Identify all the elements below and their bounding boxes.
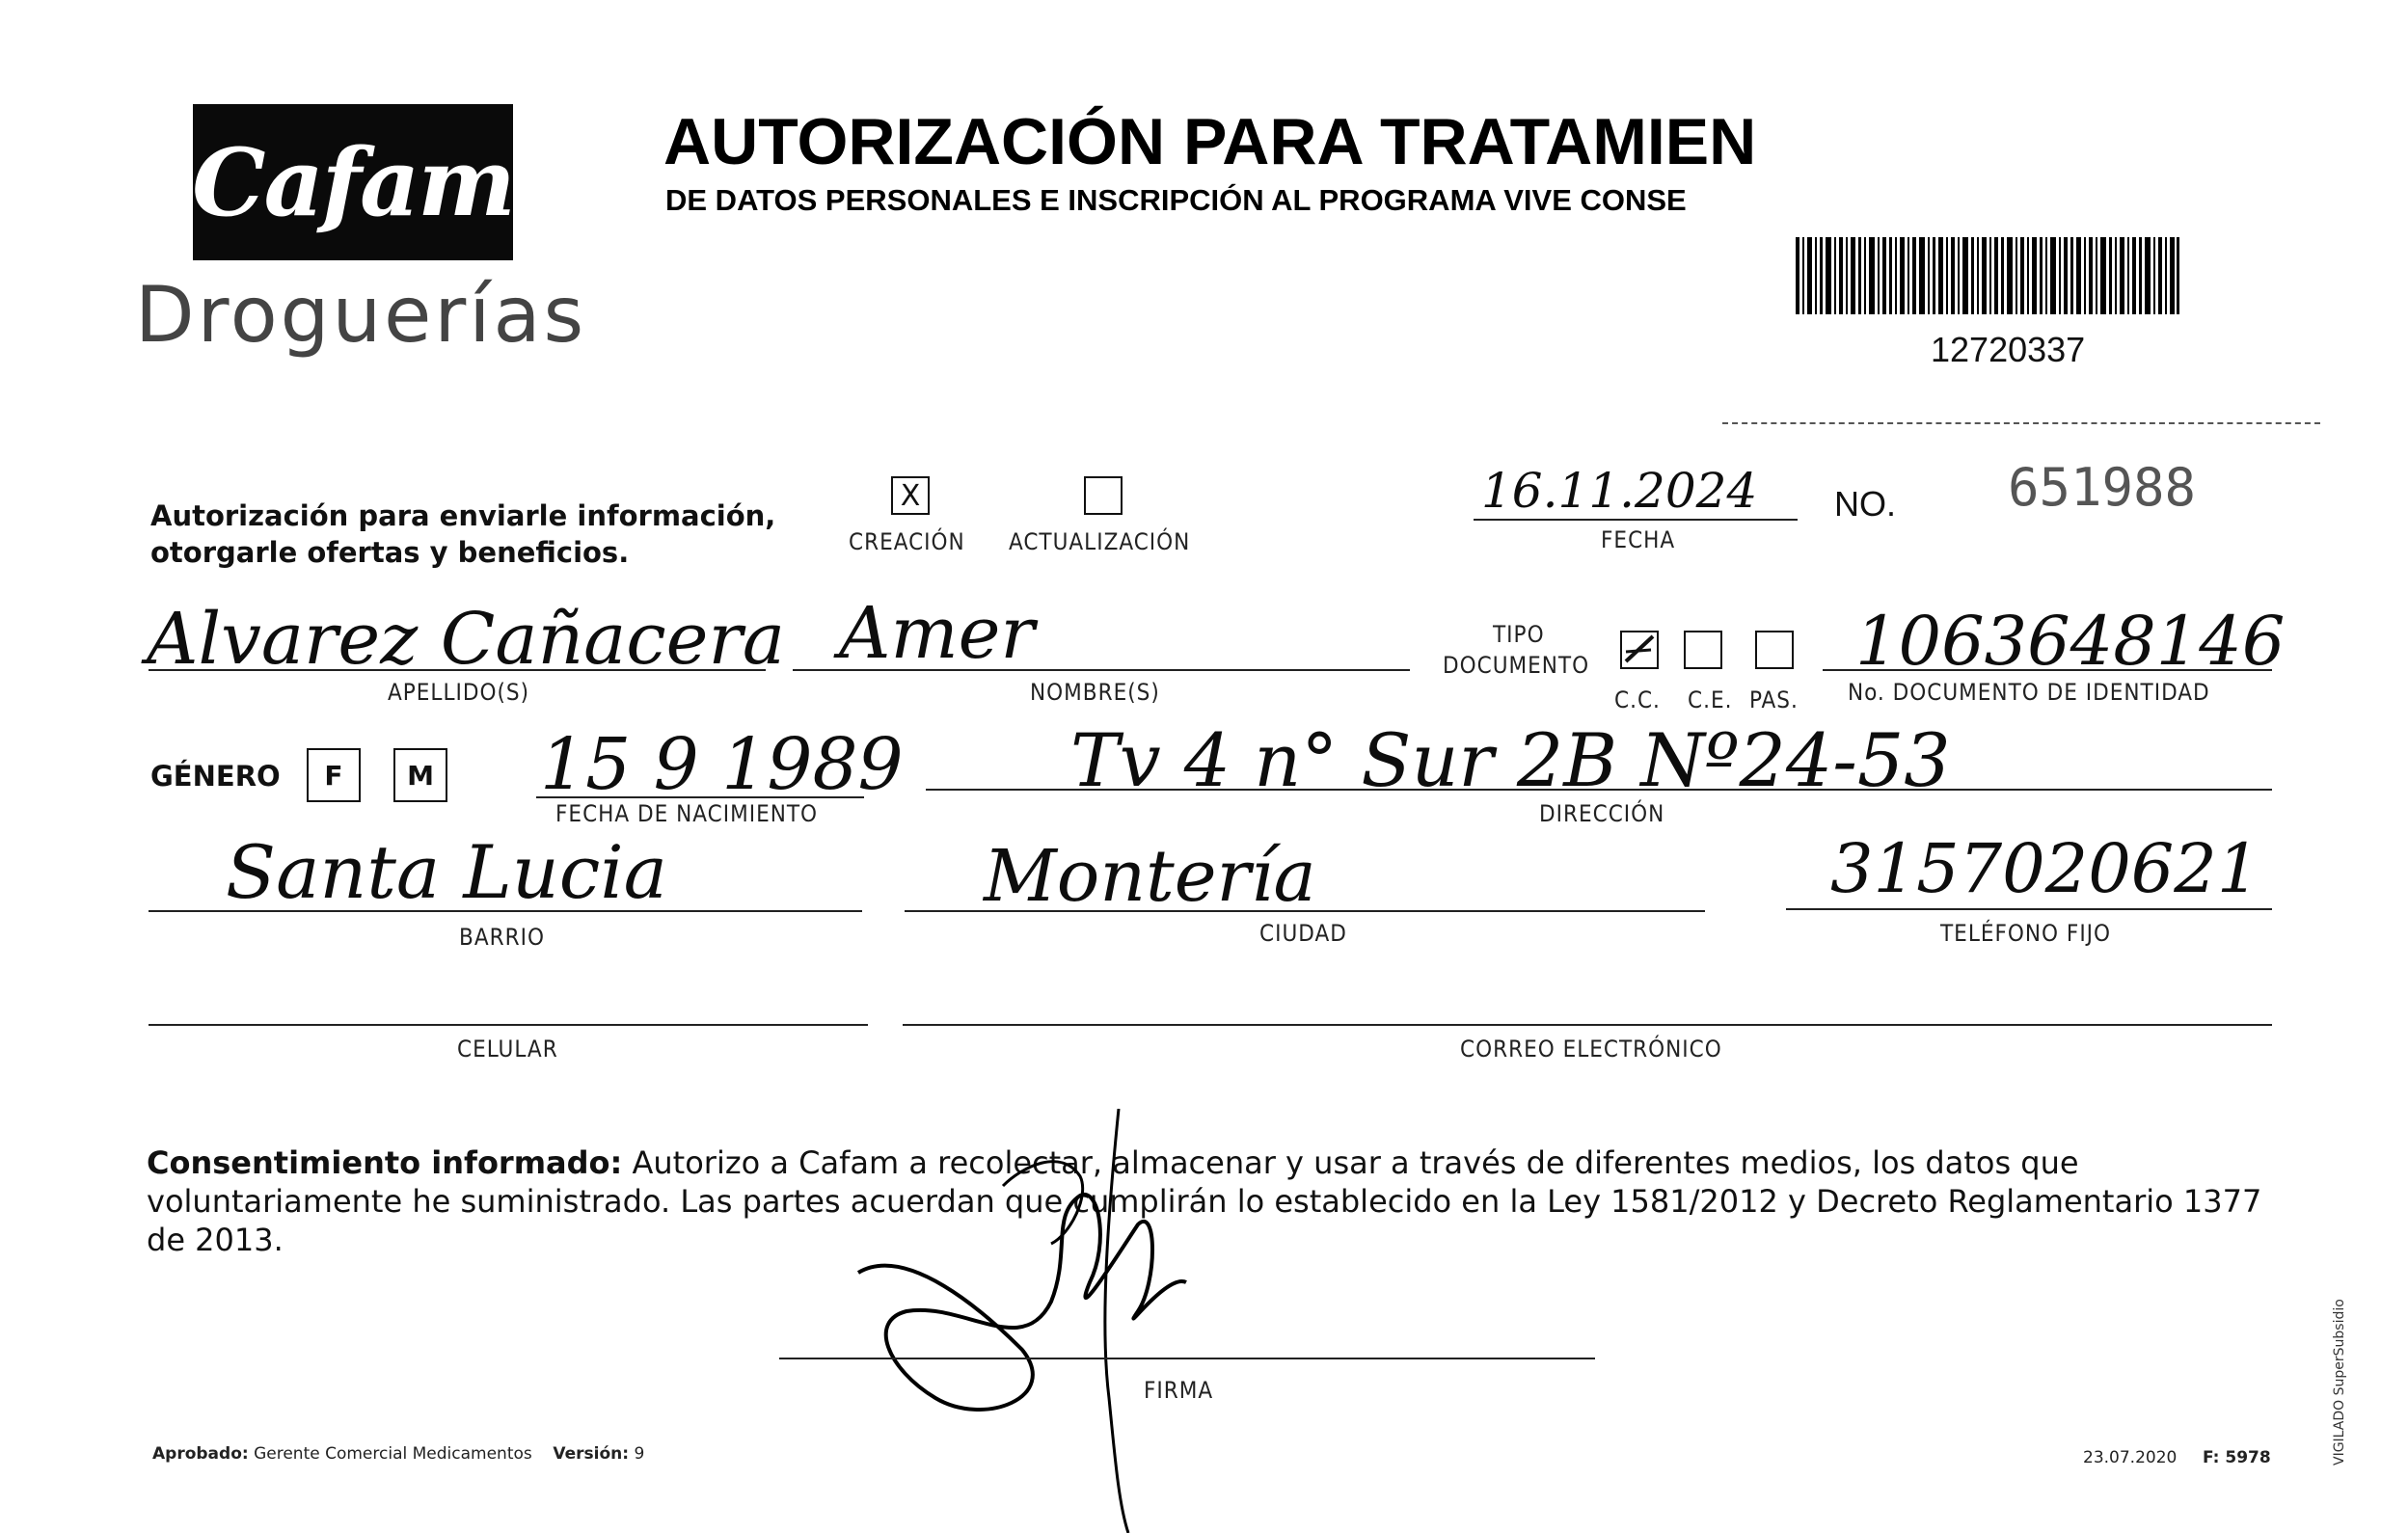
genero-f-box[interactable]: [307, 748, 361, 802]
firma-line[interactable]: [779, 1358, 1595, 1359]
nacimiento-value: 15 9 1989: [540, 723, 904, 806]
documento-line: [1823, 669, 2272, 671]
celular-label: CELULAR: [457, 1035, 558, 1062]
footer-approved: [152, 1444, 644, 1464]
apellidos-line: [149, 669, 766, 671]
fecha-label: FECHA: [1601, 526, 1676, 553]
barcode: [1796, 237, 2179, 314]
correo-label: CORREO ELECTRÓNICO: [1460, 1035, 1722, 1062]
barrio-line: [149, 910, 862, 912]
nacimiento-label: FECHA DE NACIMIENTO: [555, 800, 819, 827]
firma-label: FIRMA: [1144, 1377, 1214, 1404]
genero-m-label: M: [407, 759, 434, 792]
documento-value: 1063648146: [1855, 602, 2286, 681]
fecha-value: 16.11.2024: [1481, 463, 1758, 519]
vigilado-text: VIGILADO SuperSubsidio: [2332, 1299, 2347, 1466]
consent-lead: Consentimiento informado:: [147, 1144, 623, 1181]
correo-line[interactable]: [903, 1024, 2272, 1026]
check-icon: [1622, 632, 1657, 667]
telefono-label: TELÉFONO FIJO: [1940, 920, 2112, 947]
signature-scribble: [829, 1109, 1234, 1533]
creacion-mark: X: [900, 478, 921, 513]
authorization-heading-1: Autorización para enviarle información,: [150, 499, 776, 532]
fecha-line: [1474, 519, 1798, 521]
version-value: 9: [634, 1444, 645, 1464]
direccion-label: DIRECCIÓN: [1539, 800, 1665, 827]
footer-form-code: F: 5978: [2203, 1448, 2271, 1467]
direccion-line: [926, 789, 2272, 791]
consent-text: Autorizo a Cafam a recolectar, almacenar y usar a través de diferentes medios, los datos que voluntariamente he suministrado. Las partes acuerdan que cumplirán lo establecido en la Ley 1581/2012 y Decreto Reglamentario 1377 de 2013.: [147, 1144, 2262, 1258]
footer-date-code: 23.07.2020: [2083, 1448, 2178, 1467]
creacion-checkbox[interactable]: [891, 476, 930, 515]
pas-label: PAS.: [1749, 686, 1799, 713]
no-label: NO.: [1834, 484, 1897, 524]
ce-label: C.E.: [1688, 686, 1733, 713]
barcode-number: 12720337: [1931, 330, 2086, 369]
apellidos-label: APELLIDO(S): [388, 679, 530, 706]
genero-m-box[interactable]: [393, 748, 447, 802]
nombres-line: [793, 669, 1410, 671]
celular-line[interactable]: [149, 1024, 868, 1026]
pas-checkbox[interactable]: [1755, 631, 1794, 669]
telefono-line: [1786, 908, 2272, 910]
cc-checkbox[interactable]: [1620, 631, 1659, 669]
nombres-label: NOMBRE(S): [1030, 679, 1160, 706]
cafam-logo: [193, 104, 513, 260]
cc-label: C.C.: [1614, 686, 1661, 713]
logo-subtitle: Droguerías: [135, 270, 587, 360]
ciudad-line: [905, 910, 1705, 912]
dashed-divider: [1722, 422, 2320, 424]
ciudad-label: CIUDAD: [1259, 920, 1347, 947]
aprobado-label: Aprobado:: [152, 1444, 249, 1464]
nombres-value: Amer: [839, 592, 1035, 675]
creacion-label: CREACIÓN: [849, 528, 965, 555]
authorization-heading-2: otorgarle ofertas y beneficios.: [150, 536, 630, 569]
telefono-value: 3157020621: [1830, 829, 2260, 908]
aprobado-value: Gerente Comercial Medicamentos: [254, 1444, 532, 1464]
barrio-value: Santa Lucia: [226, 829, 667, 915]
tipo-label: TIPO: [1493, 621, 1545, 648]
documento-label-2: DOCUMENTO: [1443, 652, 1590, 679]
document-subtitle: DE DATOS PERSONALES E INSCRIPCIÓN AL PROGRAMA VIVE CONSE: [665, 183, 1687, 217]
logo-brand: Cafam: [192, 127, 514, 237]
documento-label: No. DOCUMENTO DE IDENTIDAD: [1848, 679, 2210, 706]
actualizacion-checkbox[interactable]: [1084, 476, 1123, 515]
direccion-value: Tv 4 n° Sur 2B Nº24-53: [1070, 717, 1951, 803]
version-label: Versión:: [553, 1444, 630, 1464]
nacimiento-line: [536, 796, 864, 798]
ce-checkbox[interactable]: [1684, 631, 1722, 669]
apellidos-value: Alvarez Cañacera: [147, 598, 785, 681]
ciudad-value: Montería: [984, 835, 1316, 918]
genero-f-label: F: [324, 759, 343, 792]
actualizacion-label: ACTUALIZACIÓN: [1009, 528, 1191, 555]
no-value: 651988: [2008, 457, 2197, 518]
barrio-label: BARRIO: [459, 924, 545, 951]
genero-label: GÉNERO: [150, 760, 281, 793]
document-title: AUTORIZACIÓN PARA TRATAMIEN: [663, 105, 1757, 178]
